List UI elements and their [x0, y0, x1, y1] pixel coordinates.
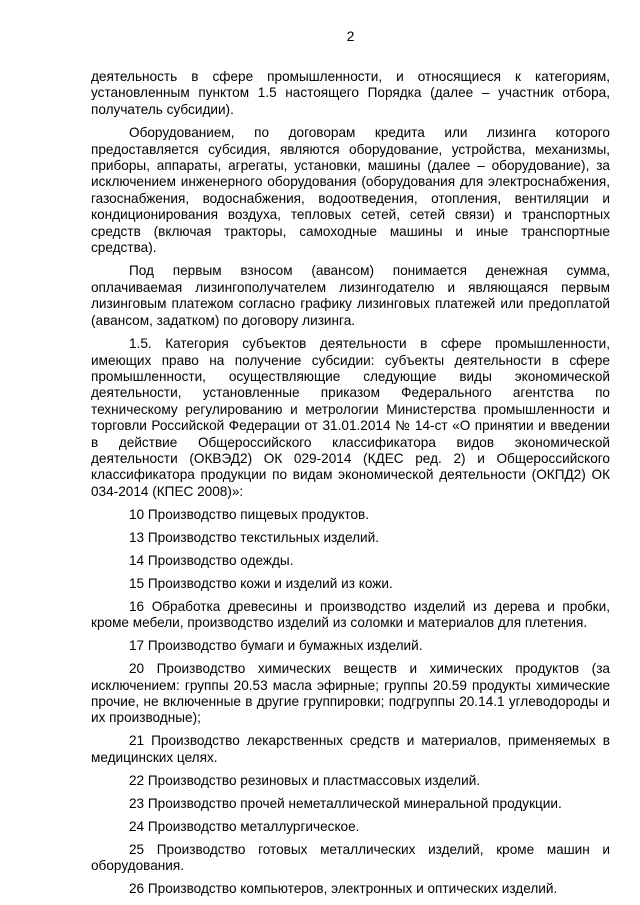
activity-item-25: 25 Производство готовых металлических изделий, кроме машин и оборудования.	[91, 841, 610, 874]
paragraph-section-1-5: 1.5. Категория субъектов деятельности в сфере промышленности, имеющих право на получение субсидии: субъекты деятельности в сфере промышленности, осуществляющие следующие виды экономической деятельности, установленные приказом Федерального агентства по техническому регулированию и метрологии Министерства промышленности и торговли Российской Федерации от 31.01.2014 № 14-ст «О принятии и введении в действие Общероссийского классификатора видов экономической деятельности (ОКВЭД2) ОК 029-2014 (КДЕС ред. 2) и Общероссийского классификатора продукции по видам экономической деятельности (ОКПД2) ОК 034-2014 (КПЕС 2008)»:	[91, 336, 610, 499]
activity-item-16: 16 Обработка древесины и производство изделий из дерева и пробки, кроме мебели, производство изделий из соломки и материалов для плетения.	[91, 598, 610, 631]
page-number: 2	[346, 28, 355, 44]
activity-item-14: 14 Производство одежды.	[129, 552, 294, 568]
activity-item-23: 23 Производство прочей неметаллической минеральной продукции.	[129, 795, 562, 811]
paragraph-first-payment-definition: Под первым взносом (авансом) понимается денежная сумма, оплачиваемая лизингополучателем лизингодателю и являющаяся первым лизинговым платежом согласно графику лизинговых платежей или предоплатой (авансом, задатком) по договору лизинга.	[91, 263, 610, 328]
activity-item-22: 22 Производство резиновых и пластмассовых изделий.	[129, 772, 481, 788]
activity-item-10: 10 Производство пищевых продуктов.	[129, 506, 370, 522]
activity-item-21: 21 Производство лекарственных средств и материалов, применяемых в медицинских целях.	[91, 733, 610, 765]
activity-item-13: 13 Производство текстильных изделий.	[129, 529, 379, 545]
activity-item-15: 15 Производство кожи и изделий из кожи.	[129, 575, 393, 591]
activity-item-17: 17 Производство бумаги и бумажных изделий.	[129, 638, 423, 654]
activity-item-24: 24 Производство металлургическое.	[129, 818, 360, 834]
paragraph-equipment-definition: Оборудованием, по договорам кредита или лизинга которого предоставляется субсидия, являются оборудование, устройства, механизмы, приборы, аппараты, агрегаты, установки, машины (далее – оборудование), за исключением инженерного оборудования (оборудования для электроснабжения, газоснабжения, водоснабжения, водоотведения, отопления, вентиляции и кондиционирования воздуха, тепловых сетей, сетей связи) и транспортных средств (включая тракторы, самоходные машины и иные транспортные средства).	[91, 125, 610, 256]
paragraph-continuation: деятельность в сфере промышленности, и относящиеся к категориям, установленным пунктом 1.5 настоящего Порядка (далее – участник отбора, получатель субсидии).	[91, 69, 610, 117]
activity-item-20: 20 Производство химических веществ и химических продуктов (за исключением: группы 20.53 масла эфирные; группы 20.59 продукты химические прочие, не включенные в другие группировки; подгруппы 20.14.1 углеводороды и их производные);	[91, 661, 610, 726]
document-page	[91, 27, 610, 898]
activity-item-26: 26 Производство компьютеров, электронных и оптических изделий.	[129, 881, 558, 897]
